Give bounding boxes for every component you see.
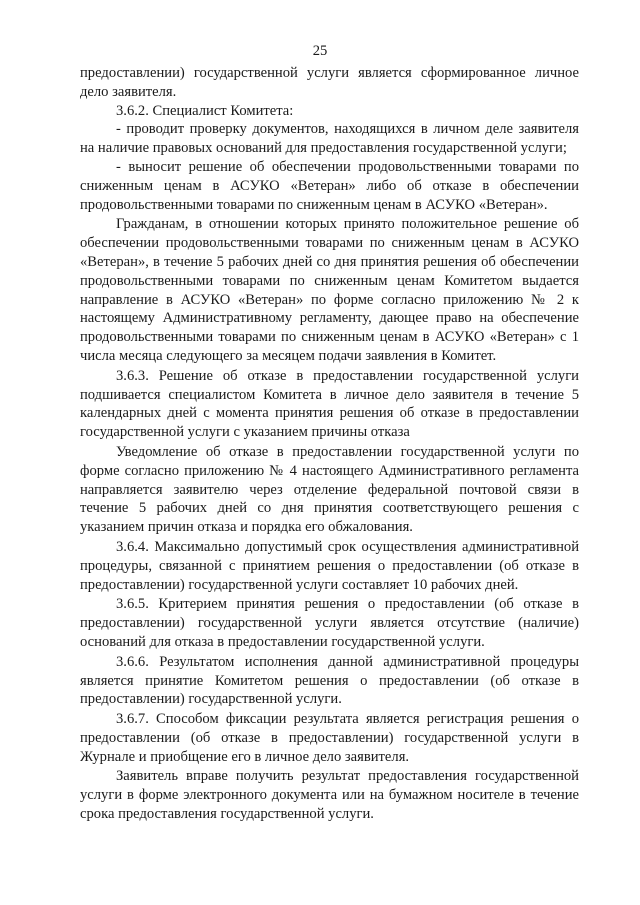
paragraph: - выносит решение об обеспечении продовольственными товарами по сниженным ценам в АСУКО «Ветеран» либо об отказе в обеспечении продовольственными товарами по сниженным ценам в АСУКО «Ветеран». bbox=[80, 158, 579, 213]
paragraph: - проводит проверку документов, находящихся в личном деле заявителя на наличие правовых оснований для предоставления государственной услуги; bbox=[80, 121, 579, 157]
paragraph: Уведомление об отказе в предоставлении государственной услуги по форме согласно приложению № 4 настоящего Административного регламента направляется заявителю через отделение федеральной почтовой связи в течение 5 рабочих дней со дня принятия соответствующего решения с указанием причин отказа и порядка его обжалования. bbox=[80, 443, 579, 536]
paragraph: предоставлении) государственной услуги является сформированное личное дело заявителя. bbox=[80, 65, 579, 100]
page-number: 25 bbox=[312, 43, 328, 59]
paragraph: Гражданам, в отношении которых принято положительное решение об обеспечении продовольственными товарами по сниженным ценам в АСУКО «Ветеран», в течение 5 рабочих дней со дня принятия решения об обеспечении продовольственными товарами по сниженным ценам Комитетом выдается направление в АСУКО «Ветеран» по форме согласно приложению № 2 к настоящему Административному регламенту, дающее право на обеспечение продовольственными товарами по сниженным ценам в АСУКО «Ветеран» с 1 числа месяца следующего за месяцем подачи заявления в Комитет. bbox=[80, 216, 579, 364]
paragraph: 3.6.3. Решение об отказе в предоставлении государственной услуги подшивается специалистом Комитета в личное дело заявителя в течение 5 календарных дней с момента принятия решения об отказе в предоставлении государственной услуги с указанием причины отказа bbox=[80, 367, 579, 441]
paragraph: 3.6.7. Способом фиксации результата является регистрация решения о предоставлении (об отказе в предоставлении) государственной услуги в Журнале и приобщение его в личное дело заявителя. bbox=[80, 711, 579, 765]
paragraph: 3.6.5. Критерием принятия решения о предоставлении (об отказе в предоставлении) государственной услуги является отсутствие (наличие) оснований для отказа в предоставлении государственной услуги. bbox=[80, 596, 579, 650]
paragraph: 3.6.2. Специалист Комитета: bbox=[116, 102, 294, 119]
paragraph: 3.6.6. Результатом исполнения данной административной процедуры является принятие Комитетом решения о предоставлении (об отказе в предоставлении) государственной услуги. bbox=[80, 653, 579, 708]
document-body bbox=[80, 64, 579, 825]
paragraph: 3.6.4. Максимально допустимый срок осуществления административной процедуры, связанной с принятием решения о предоставлении (об отказе в предоставлении) государственной услуги составляет 10 рабочих дней. bbox=[80, 538, 579, 593]
paragraph: Заявитель вправе получить результат предоставления государственной услуги в форме электронного документа или на бумажном носителе в течение срока предоставления государственной услуги. bbox=[80, 768, 579, 823]
